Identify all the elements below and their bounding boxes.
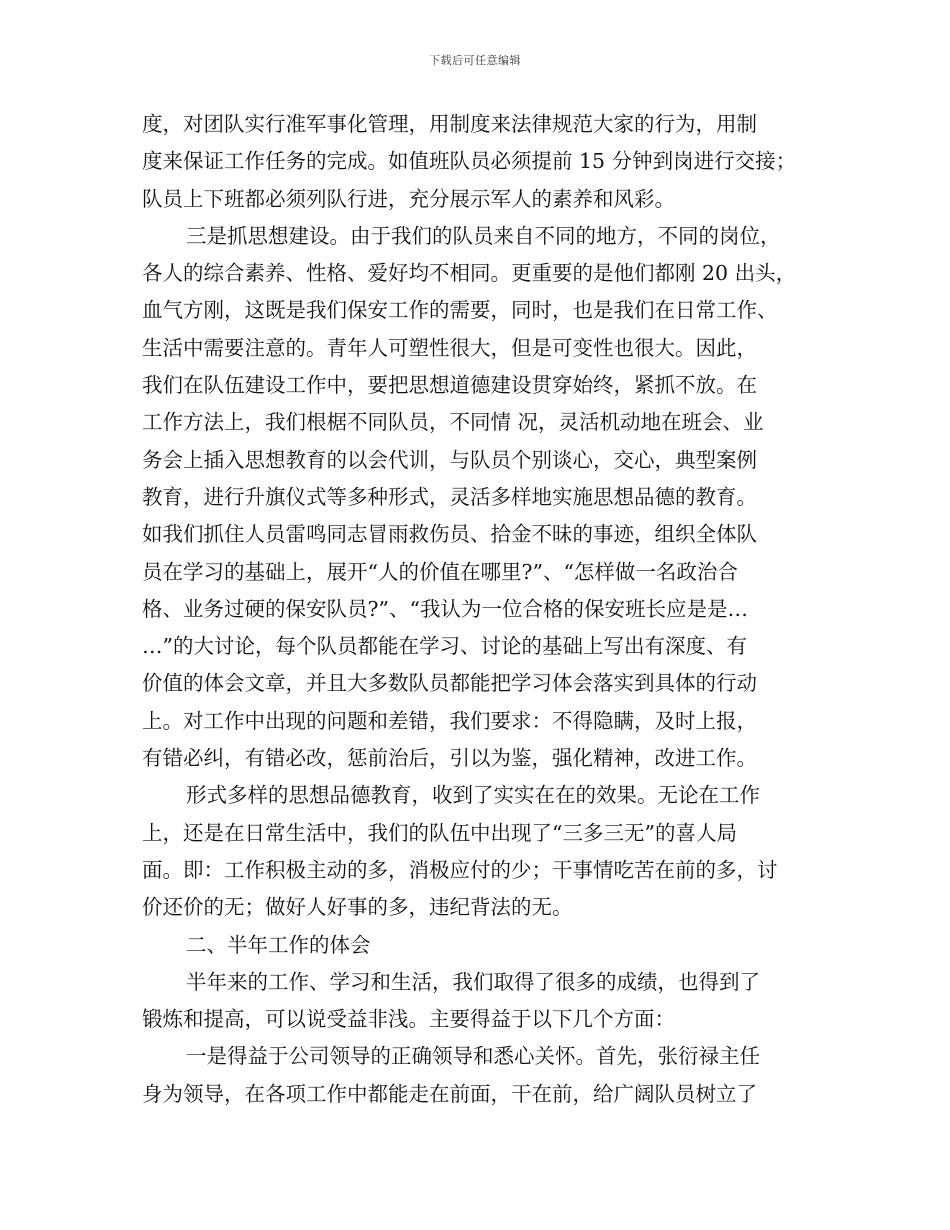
- text-line: 工作方法上，我们根椐不同队员，不同情 况，灵活机动地在班会、业: [142, 410, 764, 435]
- text-line: 上。对工作中出现的问题和差错，我们要求：不得隐瞒，及时上报，: [142, 708, 757, 733]
- text-line: 形式多样的思想品德教育，收到了实实在在的效果。无论在工作: [186, 783, 760, 808]
- text-line: 二、半年工作的体会: [186, 932, 371, 957]
- text-line: 生活中需要注意的。青年人可塑性很大，但是可变性也很大。因此，: [142, 335, 757, 360]
- document-body: [142, 106, 810, 1113]
- text-line: 身为领导，在各项工作中都能走在前面，干在前，给广阔队员树立了: [142, 1081, 757, 1106]
- text-line: 锻炼和提高，可以说受益非浅。主要得益于以下几个方面：: [142, 1007, 675, 1032]
- text-line: 员在学习的基础上，展开“人的价值在哪里?”、“怎样做一名政治合: [142, 559, 738, 584]
- text-line: 血气方刚，这既是我们保安工作的需要，同时，也是我们在日常工作、: [142, 298, 778, 323]
- text-line: 价值的体会文章，并且大多数队员都能把学习体会落实到具体的行动: [142, 671, 757, 696]
- text-line: 各人的综合素养、性格、爱好均不相同。更重要的是他们都刚 20 出头，: [142, 261, 797, 286]
- text-line: …”的大讨论，每个队员都能在学习、讨论的基础上写出有深度、有: [142, 634, 747, 659]
- text-line: 格、业务过硬的保安队员?”、“我认为一位合格的保安班长应是是…: [142, 596, 748, 621]
- text-line: 队员上下班都必须列队行进，充分展示军人的素养和风彩。: [142, 186, 675, 211]
- text-line: 度，对团队实行准军事化管理，用制度来法律规范大家的行为，用制: [142, 112, 757, 136]
- text-line: 有错必纠，有错必改，惩前治后，引以为鉴，强化精神，改进工作。: [142, 746, 757, 771]
- text-line: 一是得益于公司领导的正确领导和悉心关怀。首先，张衍禄主任: [186, 1044, 760, 1069]
- text-line: 三是抓思想建设。由于我们的队员来自不同的地方，不同的岗位，: [186, 223, 781, 248]
- text-line: 半年来的工作、学习和生活，我们取得了很多的成绩，也得到了: [186, 969, 760, 994]
- text-line: 价还价的无；做好人好事的多，违纪背法的无。: [142, 895, 573, 920]
- text-line: 度来保证工作任务的完成。如值班队员必须提前 15 分钟到岗进行交接；: [142, 149, 797, 174]
- text-line: 上，还是在日常生活中，我们的队伍中出现了“三多三无”的喜人局: [142, 820, 737, 845]
- text-line: 教育，进行升旗仪式等多种形式，灵活多样地实施思想品德的教育。: [142, 484, 757, 509]
- text-line: 我们在队伍建设工作中，要把思想道德建设贯穿始终，紧抓不放。在: [142, 373, 757, 398]
- page-header: 下载后可任意编辑: [429, 54, 521, 67]
- text-line: 务会上插入思想教育的以会代训，与队员个别谈心，交心，典型案例: [142, 447, 757, 472]
- text-line: 面。即：工作积极主动的多，消极应付的少；干事情吃苦在前的多，讨: [142, 857, 778, 882]
- text-line: 如我们抓住人员雷鸣同志冒雨救伤员、拾金不昧的事迹，组织全体队: [142, 522, 757, 547]
